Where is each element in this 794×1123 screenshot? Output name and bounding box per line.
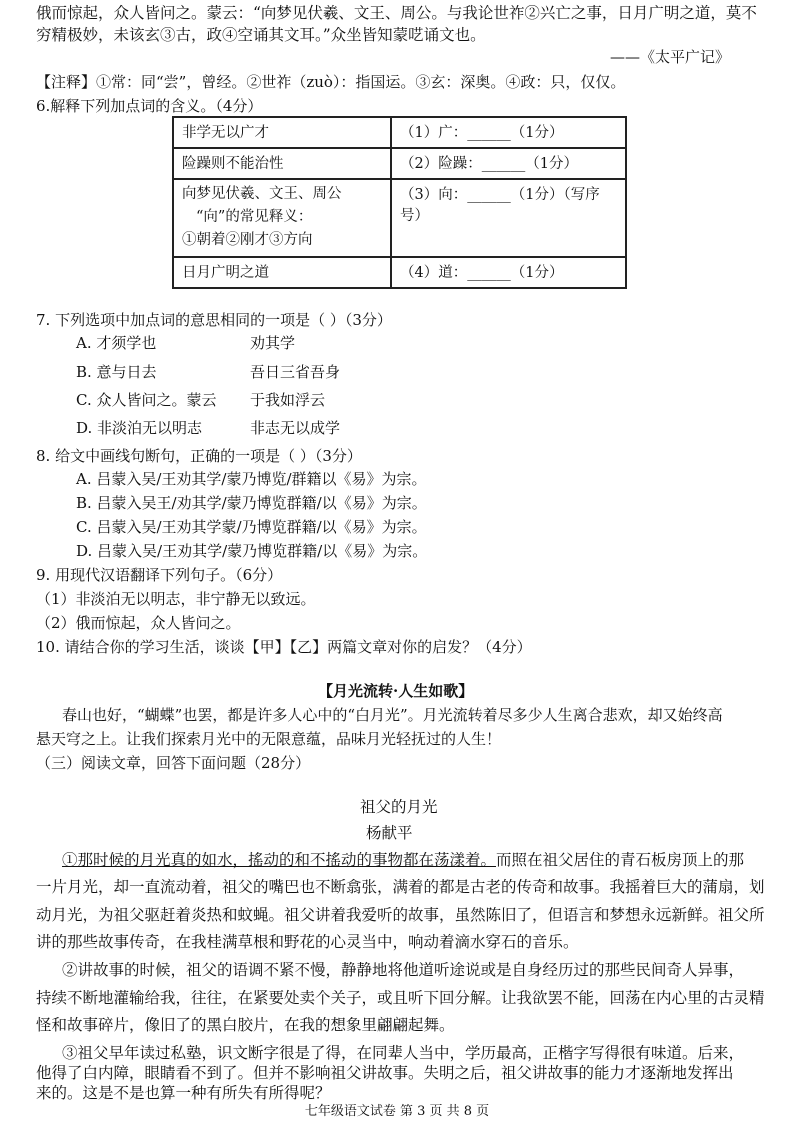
paragraph-line: 来的。这是不是也算一种有所失有所得呢？ <box>36 1084 331 1102</box>
paragraph-line: 一片月光，却一直流动着，祖父的嘴巴也不断翕张，满着的都是古老的传奇和故事。我摇着巨大的蒲扇，划 <box>36 878 765 896</box>
sentence: 而照在祖父居住的青石板房顶上的那 <box>496 851 745 869</box>
table-cell: 非学无以广才 <box>173 117 391 148</box>
part-heading: （三）阅读文章，回答下面问题（28分） <box>36 754 311 772</box>
section-title: 【月光流转·人生如歌】 <box>318 682 474 700</box>
option: D. 吕蒙入吴/王劝其学/蒙乃博览群籍/以《易》为宗。 <box>76 542 428 560</box>
paragraph-line: 他得了白内障，眼睛看不到了。但并不影响祖父讲故事。失明之后，祖父讲故事的能力才逐渐地发挥出 <box>36 1064 734 1082</box>
option: C. 吕蒙入吴/王劝其学蒙/乃博览群籍/以《易》为宗。 <box>76 518 427 536</box>
option: 于我如浮云 <box>250 391 326 409</box>
article-author: 杨献平 <box>366 824 413 842</box>
question-7-stem: 7. 下列选项中加点词的意思相同的一项是（ ）（3分） <box>36 311 392 329</box>
table-cell-line: 向梦见伏羲、文王、周公 <box>182 186 342 202</box>
table-cell: （2）险躁：______（1分） <box>391 148 626 179</box>
paragraph-line: 持续不断地灌输给我，往往，在紧要处卖个关子，或且听下回分解。让我欲罢不能，回荡在内心里的古灵精 <box>36 989 765 1007</box>
option: 非志无以成学 <box>250 419 341 437</box>
question-9-sentence: （2）俄而惊起，众人皆问之。 <box>36 614 241 632</box>
paragraph-line <box>62 850 744 870</box>
notes: 【注释】①常：同“尝”，曾经。②世祚（zuò）：指国运。③玄：深奥。④政：只，仅仅。 <box>36 73 626 91</box>
table-cell-line: “向”的常见释义： <box>196 209 313 225</box>
option: A. 才须学也 <box>76 334 157 352</box>
paragraph-line: 怪和故事碎片，像旧了的黑白胶片，在我的想象里翩翩起舞。 <box>36 1016 455 1034</box>
question-9-stem: 9. 用现代汉语翻译下列句子。（6分） <box>36 566 283 584</box>
table-cell: （3）向：______（1分）（写序号） <box>391 179 626 257</box>
underlined-sentence: ①那时候的月光真的如水，搖动的和不搖动的事物都在荡漾着。 <box>62 851 497 869</box>
option: 劝其学 <box>250 334 296 352</box>
option: B. 意与日去 <box>76 363 157 381</box>
section-intro: 春山也好，“蝴蝶”也罢，都是许多人心中的“白月光”。月光流转着尽多少人生离合悲欢，却又始终高 <box>62 706 723 724</box>
option: 吾日三省吾身 <box>250 363 341 381</box>
table-cell <box>173 179 391 257</box>
passage-source: ——《太平广记》 <box>610 48 731 66</box>
table-row <box>173 257 626 288</box>
table-cell: 日月广明之道 <box>173 257 391 288</box>
question-8-stem: 8. 给文中画线句断句，正确的一项是（ ）（3分） <box>36 447 362 465</box>
option: C. 众人皆问之。蒙云 <box>76 391 217 409</box>
table-cell: （4）道：______（1分） <box>391 257 626 288</box>
option: D. 非淡泊无以明志 <box>76 419 203 437</box>
table-cell: 险躁则不能治性 <box>173 148 391 179</box>
table-row <box>173 179 626 257</box>
passage-line: 俄而惊起，众人皆问之。蒙云：“向梦见伏羲、文王、周公。与我论世祚②兴亡之事，日月广明之道，莫不 <box>36 4 757 22</box>
question-9-sentence: （1）非淡泊无以明志，非宁静无以致远。 <box>36 590 316 608</box>
page-footer: 七年级语文试卷 第 3 页 共 8 页 <box>304 1104 490 1119</box>
table-cell-line: ①朝着②刚才③方向 <box>182 232 313 248</box>
passage-line: 穷精极妙，未该玄③古，政④空诵其文耳。”众坐皆知蒙呓诵文也。 <box>36 26 486 44</box>
article-title: 祖父的月光 <box>360 798 438 816</box>
question-10: 10. 请结合你的学习生活，谈谈【甲】【乙】两篇文章对你的启发？（4分） <box>36 638 532 656</box>
table-row <box>173 117 626 148</box>
section-intro: 悬天穹之上。让我们探索月光中的无限意蕴，品味月光轻抚过的人生！ <box>36 730 502 748</box>
question-6-stem: 6.解释下列加点词的含义。（4分） <box>36 97 263 115</box>
table-cell: （1）广：______（1分） <box>391 117 626 148</box>
paragraph-line: ②讲故事的时候，祖父的语调不紧不慢，静静地将他道听途说或是自身经历过的那些民间奇人异事， <box>62 961 745 979</box>
vocab-table <box>172 116 627 289</box>
paragraph-line: ③祖父早年读过私塾，识文断字很是了得，在同辈人当中，学历最高，正楷字写得很有味道。后来， <box>62 1044 745 1062</box>
option: A. 吕蒙入吴/王劝其学/蒙乃博览/群籍以《易》为宗。 <box>76 470 427 488</box>
paragraph-line: 动月光，为祖父驱赶着炎热和蚊蝇。祖父讲着我爱听的故事，虽然陈旧了，但语言和梦想永远新鲜。祖父所 <box>36 906 765 924</box>
table-row <box>173 148 626 179</box>
paragraph-line: 讲的那些故事传奇，在我桂满草根和野花的心灵当中，响动着滴水穿石的音乐。 <box>36 933 579 951</box>
option: B. 吕蒙入吴王/劝其学/蒙乃博览群籍/以《易》为宗。 <box>76 494 427 512</box>
